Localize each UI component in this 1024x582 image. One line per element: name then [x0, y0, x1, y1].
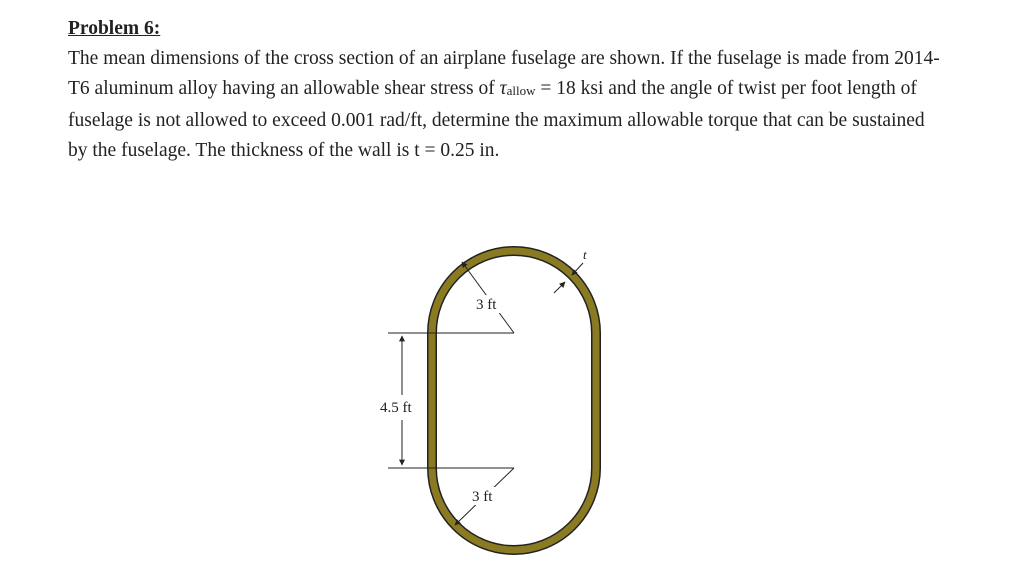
- height-label: 4.5 ft: [380, 400, 412, 416]
- fuselage-wall: [432, 251, 596, 550]
- problem-heading: Problem 6:: [68, 18, 161, 39]
- thickness-arrow-inner: [554, 282, 565, 293]
- top-radius-label: 3 ft: [476, 297, 497, 313]
- tau-subscript: allow: [506, 83, 536, 98]
- fuselage-wall-outer: [432, 251, 596, 550]
- problem-text-part2: = 18 ksi and the angle of twist per foot length of fuselage is not allowed to exceed 0.001 rad/ft, determine the maximum allowable torque that can be sustained by the fuselage. The thickness of the wall is t = 0.25 in.: [68, 78, 925, 161]
- problem-text-part1: The mean dimensions of the cross section of an airplane fuselage are shown. If the fuselage is made from 2014-T6 aluminum alloy having an allowable shear stress of: [68, 48, 940, 99]
- tau-symbol: τ: [499, 78, 507, 99]
- thickness-label: t: [583, 247, 587, 262]
- thickness-arrow-outer: [572, 263, 583, 275]
- bottom-radius-label: 3 ft: [472, 489, 493, 505]
